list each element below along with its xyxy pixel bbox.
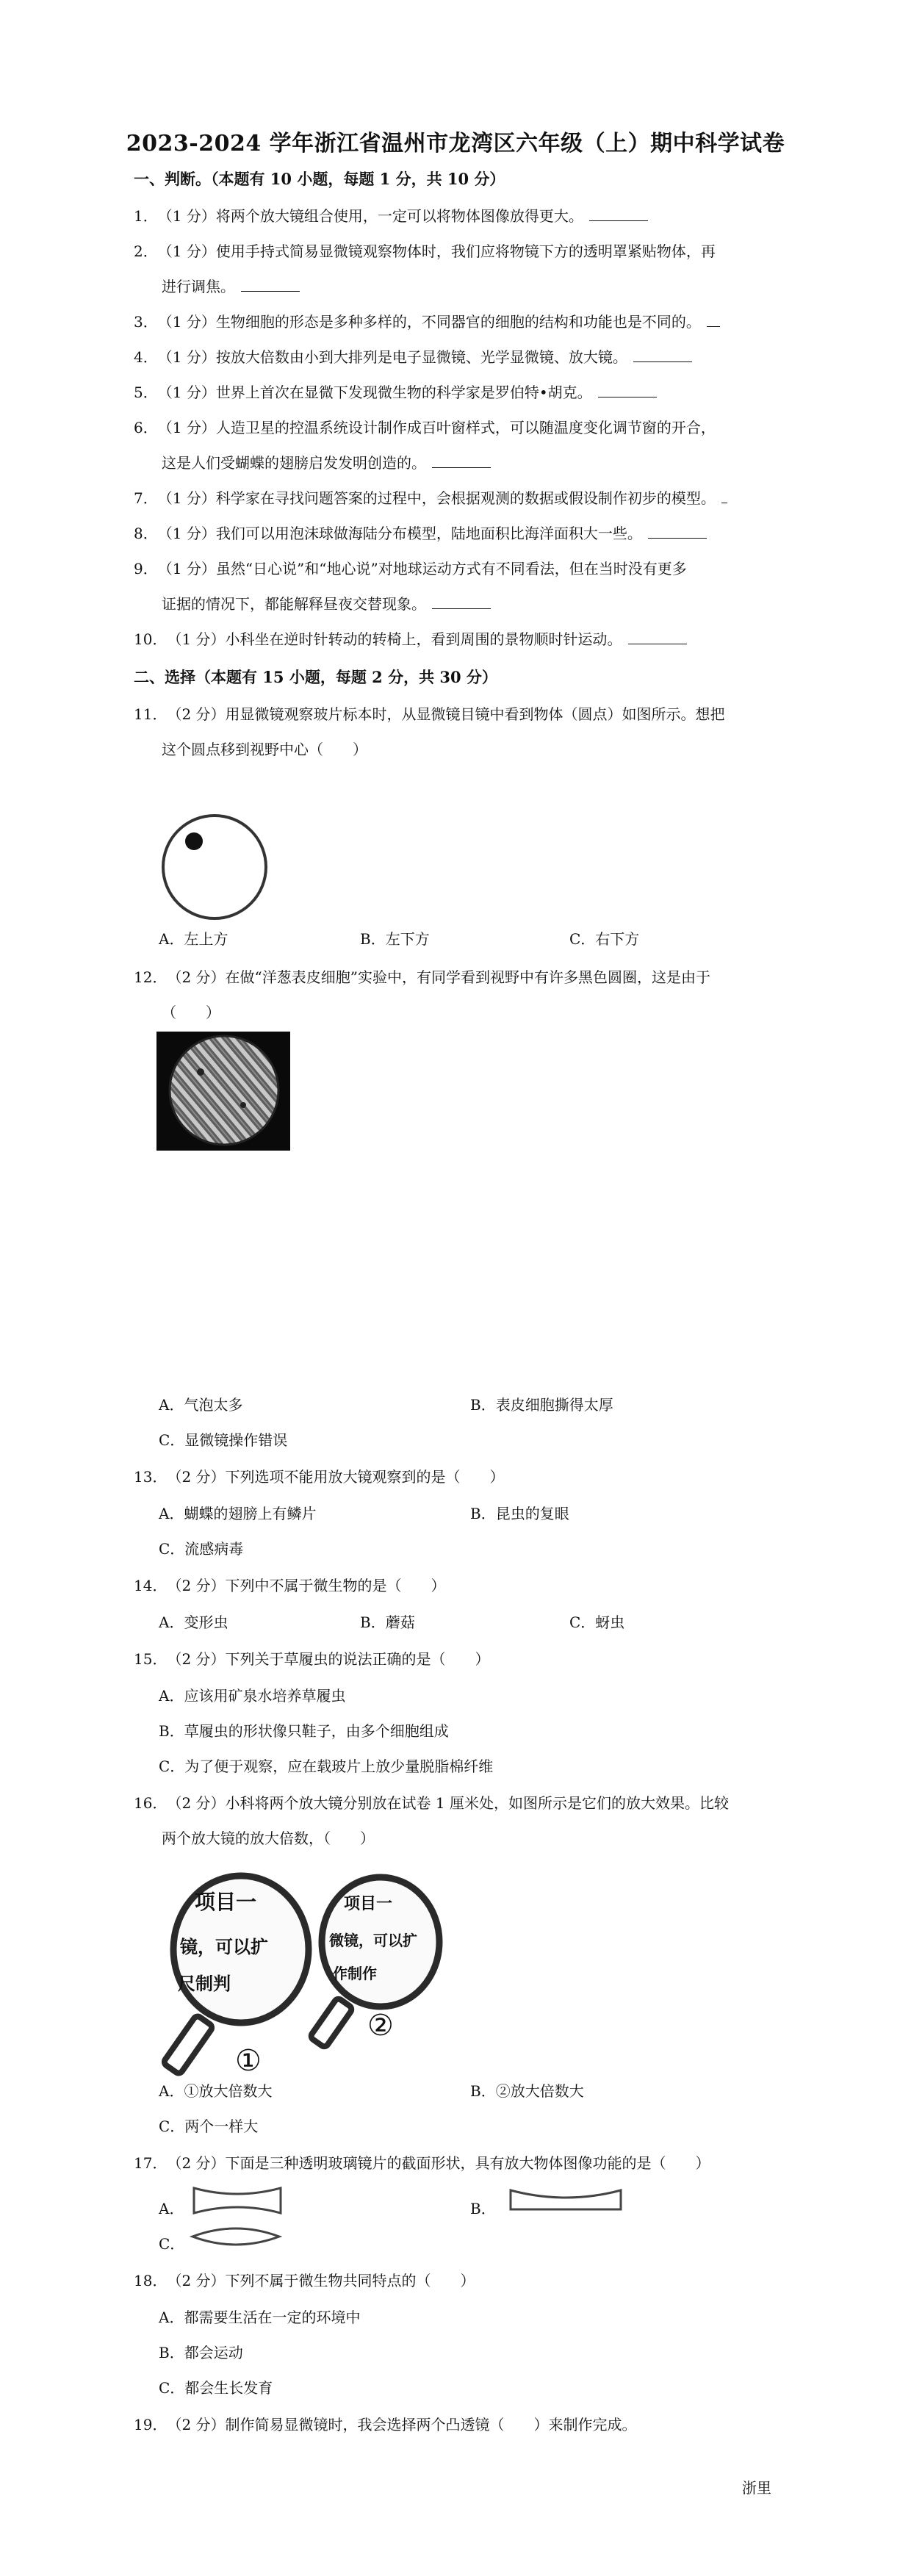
answer-blank[interactable] xyxy=(432,595,491,609)
option-a[interactable]: A．都需要生活在一定的环境中 xyxy=(159,2309,361,2326)
option-c[interactable]: C．蚜虫 xyxy=(569,1613,625,1631)
question-text-cont: 两个放大镜的放大倍数，（ ） xyxy=(162,1830,375,1847)
question-5: 5．（1 分）世界上首次在显微下发现微生物的科学家是罗伯特•胡克。 xyxy=(134,375,780,410)
question-text: （1 分）生物细胞的形态是多种多样的，不同器官的细胞的结构和功能也是不同的。 xyxy=(157,313,701,331)
answer-blank[interactable] xyxy=(721,489,727,503)
question-text: （1 分）科学家在寻找问题答案的过程中，会根据观测的数据或假设制作初步的模型。 xyxy=(157,489,716,507)
question-text: （2 分）下列中不属于微生物的是（ ） xyxy=(167,1577,446,1594)
option-a[interactable]: A．左上方 xyxy=(159,930,228,948)
answer-blank[interactable] xyxy=(648,525,707,539)
lens2-text-line1: 项目一 xyxy=(344,1894,393,1913)
question-3: 3．（1 分）生物细胞的形态是多种多样的，不同器官的细胞的结构和功能也是不同的。 xyxy=(134,304,780,339)
option-b[interactable]: B．②放大倍数大 xyxy=(470,2082,584,2100)
question-19: 19．（2 分）制作简易显微镜时，我会选择两个凸透镜（ ）来制作完成。 xyxy=(134,2416,637,2433)
answer-blank[interactable] xyxy=(241,278,300,292)
answer-blank[interactable] xyxy=(432,454,491,468)
option-a[interactable]: A．气泡太多 xyxy=(159,1396,243,1414)
option-b[interactable]: B．蘑菇 xyxy=(360,1613,415,1631)
question-2: 2．（1 分）使用手持式简易显微镜观察物体时，我们应将物镜下方的透明罩紧贴物体，再 进行调焦。 xyxy=(134,242,716,295)
answer-blank[interactable] xyxy=(598,384,657,397)
option-c[interactable]: C．都会生长发育 xyxy=(159,2379,273,2397)
question-11: 11．（2 分）用显微镜观察玻片标本时，从显微镜目镜中看到物体（圆点）如图所示。想把 这个圆点移到视野中心（ ） xyxy=(134,705,725,758)
lens2-text-line3: 作制作 xyxy=(333,1965,377,1982)
exam-title: 2023-2024 学年浙江省温州市龙湾区六年级（上）期中科学试卷 xyxy=(126,131,785,156)
magnifier-2-figure xyxy=(292,1872,483,2078)
microscope-view-figure xyxy=(156,808,273,926)
question-text: （1 分）我们可以用泡沫球做海陆分布模型，陆地面积比海洋面积大一些。 xyxy=(157,525,642,542)
question-10: 10．（1 分）小科坐在逆时针转动的转椅上，看到周围的景物顺时针运动。 xyxy=(134,622,780,657)
option-a[interactable]: A．应该用矿泉水培养草履虫 xyxy=(159,1687,346,1705)
option-c[interactable]: C．为了便于观察，应在载玻片上放少量脱脂棉纤维 xyxy=(159,1757,494,1775)
question-text: （1 分）将两个放大镜组合使用，一定可以将物体图像放得更大。 xyxy=(157,207,583,225)
lens1-label: ① xyxy=(235,2044,262,2078)
lens1-text-line3: 尺制判 xyxy=(178,1973,231,1994)
question-7: 7．（1 分）科学家在寻找问题答案的过程中，会根据观测的数据或假设制作初步的模型。 xyxy=(134,481,780,516)
question-text: （1 分）世界上首次在显微下发现微生物的科学家是罗伯特•胡克。 xyxy=(157,384,592,401)
question-12: 12．（2 分）在做“洋葱表皮细胞”实验中，有同学看到视野中有许多黑色圆圈，这是由于 （ ） xyxy=(134,968,710,1021)
option-a[interactable]: A．①放大倍数大 xyxy=(159,2082,273,2100)
question-text: （1 分）使用手持式简易显微镜观察物体时，我们应将物镜下方的透明罩紧贴物体，再 xyxy=(157,242,716,260)
lens2-text-line2: 微镜，可以扩 xyxy=(329,1932,417,1949)
question-16: 16．（2 分）小科将两个放大镜分别放在试卷 1 厘米处，如图所示是它们的放大效果。比较 两个放大镜的放大倍数，（ ） xyxy=(134,1794,729,1847)
question-15: 15．（2 分）下列关于草履虫的说法正确的是（ ） xyxy=(134,1650,490,1668)
question-text-cont: 进行调焦。 xyxy=(162,278,235,295)
answer-blank[interactable] xyxy=(589,207,648,221)
answer-blank[interactable] xyxy=(633,348,692,362)
option-b[interactable]: B．昆虫的复眼 xyxy=(470,1505,569,1522)
question-text-cont: （ ） xyxy=(162,1004,220,1021)
question-14: 14．（2 分）下列中不属于微生物的是（ ） xyxy=(134,1577,446,1594)
question-text-cont: 这是人们受蝴蝶的翅膀启发发明创造的。 xyxy=(162,454,426,472)
option-a[interactable]: A．蝴蝶的翅膀上有鳞片 xyxy=(159,1505,317,1522)
option-c[interactable]: C．两个一样大 xyxy=(159,2118,259,2135)
question-13: 13．（2 分）下列选项不能用放大镜观察到的是（ ） xyxy=(134,1468,505,1486)
question-1: 1．（1 分）将两个放大镜组合使用，一定可以将物体图像放得更大。 xyxy=(134,198,780,234)
question-text: （1 分）人造卫星的控温系统设计制作成百叶窗样式，可以随温度变化调节窗的开合， xyxy=(157,419,716,436)
question-text: （2 分）下列选项不能用放大镜观察到的是（ ） xyxy=(167,1468,505,1486)
plano-concave-lens-shape xyxy=(507,2186,624,2215)
option-c[interactable]: C． xyxy=(159,2235,185,2253)
question-4: 4．（1 分）按放大倍数由小到大排列是电子显微镜、光学显微镜、放大镜。 xyxy=(134,339,780,375)
convex-lens-shape xyxy=(188,2222,284,2251)
concave-lens-shape xyxy=(190,2182,285,2219)
onion-cell-photo xyxy=(156,1032,290,1151)
section-choice-heading: 二、选择（本题有 15 小题，每题 2 分，共 30 分） xyxy=(134,668,497,686)
question-text: （2 分）用显微镜观察玻片标本时，从显微镜目镜中看到物体（圆点）如图所示。想把 xyxy=(167,705,725,723)
question-text: （1 分）小科坐在逆时针转动的转椅上，看到周围的景物顺时针运动。 xyxy=(167,630,622,648)
option-b[interactable]: B．草履虫的形状像只鞋子，由多个细胞组成 xyxy=(159,1722,449,1740)
question-text: （2 分）下列不属于微生物共同特点的（ ） xyxy=(167,2272,475,2289)
lens1-text-line1: 项目一 xyxy=(195,1890,257,1914)
question-text: （1 分）按放大倍数由小到大排列是电子显微镜、光学显微镜、放大镜。 xyxy=(157,348,627,366)
question-text: （2 分）下面是三种透明玻璃镜片的截面形状，具有放大物体图像功能的是（ ） xyxy=(167,2154,710,2172)
page-footer: 浙里 xyxy=(742,2479,771,2497)
question-text: （2 分）制作简易显微镜时，我会选择两个凸透镜（ ）来制作完成。 xyxy=(167,2416,637,2433)
section-judge-heading: 一、判断。（本题有 10 小题，每题 1 分，共 10 分） xyxy=(134,170,505,188)
option-a[interactable]: A． xyxy=(159,2200,184,2217)
question-text: （2 分）在做“洋葱表皮细胞”实验中，有同学看到视野中有许多黑色圆圈，这是由于 xyxy=(167,968,710,986)
question-18: 18．（2 分）下列不属于微生物共同特点的（ ） xyxy=(134,2272,475,2289)
option-a[interactable]: A．变形虫 xyxy=(159,1613,228,1631)
option-c[interactable]: C．显微镜操作错误 xyxy=(159,1431,288,1449)
option-b[interactable]: B．左下方 xyxy=(360,930,430,948)
question-text-cont: 这个圆点移到视野中心（ ） xyxy=(162,741,367,758)
question-text-cont: 证据的情况下，都能解释昼夜交替现象。 xyxy=(162,595,426,613)
answer-blank[interactable] xyxy=(707,313,720,327)
question-text: （1 分）虽然“日心说”和“地心说”对地球运动方式有不同看法，但在当时没有更多 xyxy=(157,560,687,578)
lens2-label: ② xyxy=(367,2009,394,2043)
option-b[interactable]: B．都会运动 xyxy=(159,2344,243,2361)
option-b[interactable]: B． xyxy=(470,2200,496,2217)
question-text: （2 分）下列关于草履虫的说法正确的是（ ） xyxy=(167,1650,490,1668)
question-9: 9．（1 分）虽然“日心说”和“地心说”对地球运动方式有不同看法，但在当时没有更多 证据的情况下，都能解释昼夜交替现象。 xyxy=(134,560,687,613)
question-8: 8．（1 分）我们可以用泡沫球做海陆分布模型，陆地面积比海洋面积大一些。 xyxy=(134,516,780,551)
question-6: 6．（1 分）人造卫星的控温系统设计制作成百叶窗样式，可以随温度变化调节窗的开合， 这是人们受蝴蝶的翅膀启发发明创造的。 xyxy=(134,419,716,472)
question-text: （2 分）小科将两个放大镜分别放在试卷 1 厘米处，如图所示是它们的放大效果。比较 xyxy=(167,1794,729,1812)
option-b[interactable]: B．表皮细胞撕得太厚 xyxy=(470,1396,613,1414)
lens1-text-line2: 镜，可以扩 xyxy=(180,1936,268,1957)
answer-blank[interactable] xyxy=(628,630,687,644)
option-c[interactable]: C．流感病毒 xyxy=(159,1540,244,1558)
option-c[interactable]: C．右下方 xyxy=(569,930,640,948)
question-17: 17．（2 分）下面是三种透明玻璃镜片的截面形状，具有放大物体图像功能的是（ ） xyxy=(134,2154,710,2172)
